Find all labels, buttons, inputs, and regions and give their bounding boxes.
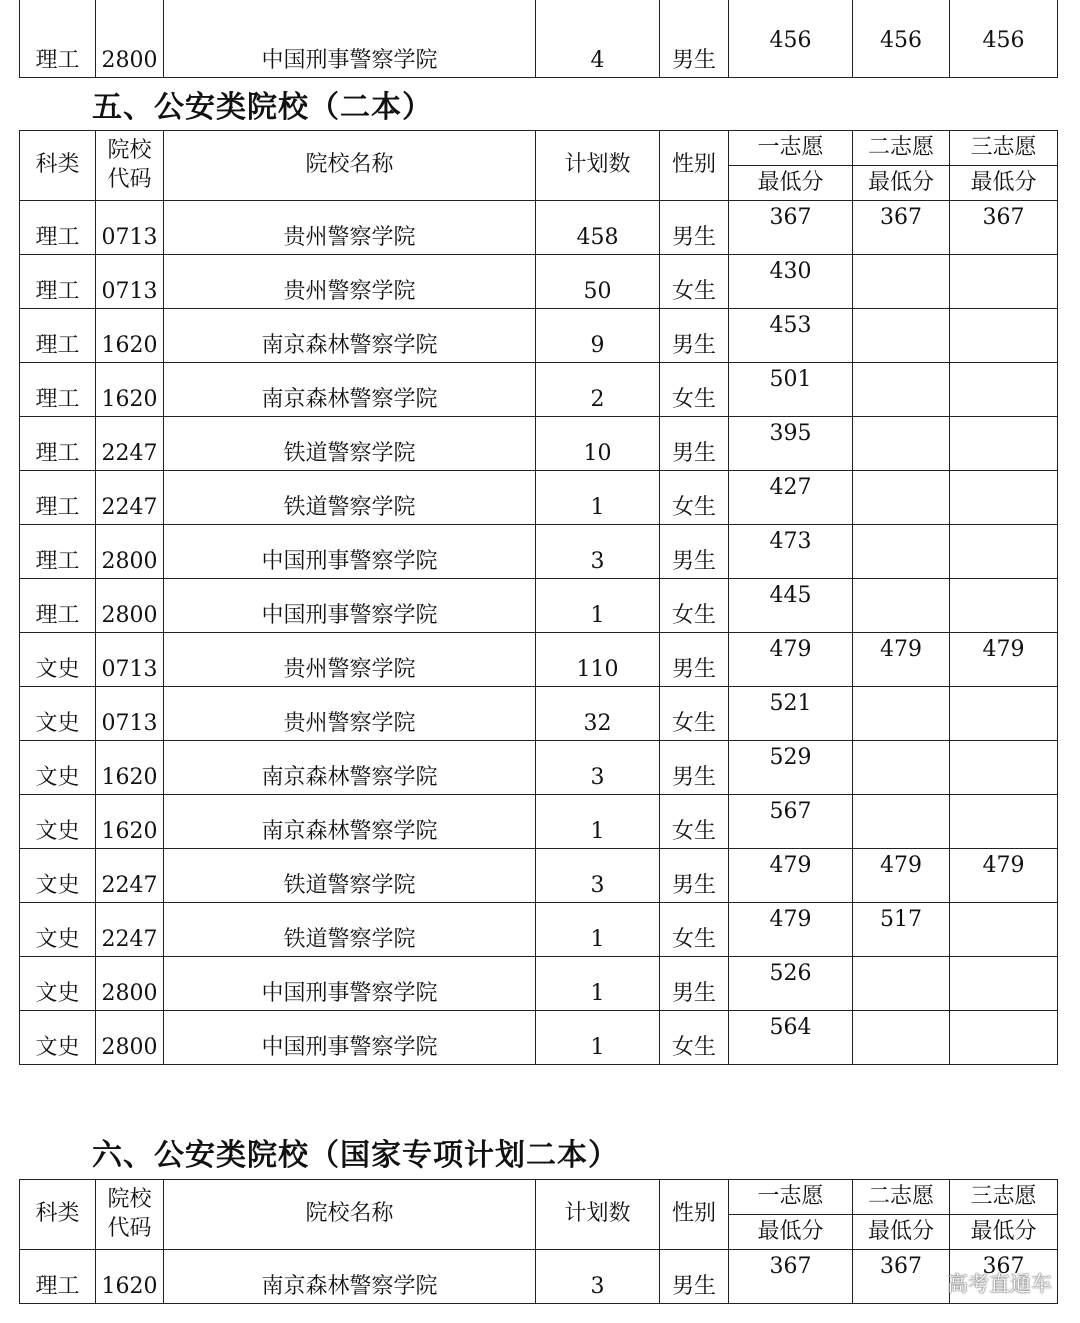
school-cell: 贵州警察学院 bbox=[164, 201, 536, 255]
score1-cell: 501 bbox=[729, 363, 853, 417]
header-choice1: 一志愿 bbox=[729, 1180, 853, 1215]
code-cell: 2247 bbox=[96, 417, 164, 471]
table-row bbox=[20, 795, 1058, 849]
gender-cell: 男生 bbox=[660, 417, 729, 471]
score1-cell: 564 bbox=[729, 1011, 853, 1065]
school-cell: 贵州警察学院 bbox=[164, 255, 536, 309]
table-row bbox=[20, 363, 1058, 417]
score2-cell bbox=[853, 687, 950, 741]
score3-cell: 456 bbox=[950, 0, 1058, 78]
school-cell: 铁道警察学院 bbox=[164, 849, 536, 903]
header-choice2: 二志愿 bbox=[853, 1180, 950, 1215]
score3-cell bbox=[950, 957, 1058, 1011]
score1-cell: 479 bbox=[729, 849, 853, 903]
gender-cell: 男生 bbox=[660, 741, 729, 795]
code-cell: 1620 bbox=[96, 795, 164, 849]
score1-cell: 367 bbox=[729, 1250, 853, 1304]
gender-cell: 男生 bbox=[660, 957, 729, 1011]
header-min-score: 最低分 bbox=[729, 1215, 853, 1250]
gender-cell: 女生 bbox=[660, 471, 729, 525]
header-category: 科类 bbox=[20, 1180, 96, 1250]
code-cell: 2247 bbox=[96, 471, 164, 525]
header-school: 院校名称 bbox=[164, 131, 536, 201]
plan-cell: 1 bbox=[536, 795, 660, 849]
table-row bbox=[20, 309, 1058, 363]
score3-cell: 367 bbox=[950, 1250, 1058, 1304]
school-cell: 南京森林警察学院 bbox=[164, 741, 536, 795]
score2-cell bbox=[853, 255, 950, 309]
table-row bbox=[20, 633, 1058, 687]
school-cell: 中国刑事警察学院 bbox=[164, 525, 536, 579]
score3-cell: 479 bbox=[950, 849, 1058, 903]
header-code-line2: 代码 bbox=[107, 1215, 152, 1241]
watermark: 高考直通车 bbox=[947, 1272, 1052, 1296]
header-min-score: 最低分 bbox=[950, 166, 1058, 201]
school-cell: 南京森林警察学院 bbox=[164, 1250, 536, 1304]
score2-cell bbox=[853, 363, 950, 417]
header-school: 院校名称 bbox=[164, 1180, 536, 1250]
score1-cell: 430 bbox=[729, 255, 853, 309]
gender-cell: 女生 bbox=[660, 579, 729, 633]
plan-cell: 3 bbox=[536, 525, 660, 579]
plan-cell: 32 bbox=[536, 687, 660, 741]
category-cell: 文史 bbox=[20, 849, 96, 903]
code-cell: 0713 bbox=[96, 255, 164, 309]
header-code-line1: 院校 bbox=[107, 1186, 152, 1212]
table-row bbox=[20, 417, 1058, 471]
code-cell: 1620 bbox=[96, 1250, 164, 1304]
score3-cell bbox=[950, 687, 1058, 741]
header-min-score: 最低分 bbox=[853, 166, 950, 201]
category-cell: 理工 bbox=[20, 471, 96, 525]
score1-cell: 453 bbox=[729, 309, 853, 363]
category-cell: 理工 bbox=[20, 309, 96, 363]
code-cell: 0713 bbox=[96, 201, 164, 255]
school-cell: 铁道警察学院 bbox=[164, 903, 536, 957]
score2-cell: 479 bbox=[853, 633, 950, 687]
plan-cell: 1 bbox=[536, 957, 660, 1011]
plan-cell: 458 bbox=[536, 201, 660, 255]
code-cell: 2800 bbox=[96, 0, 164, 78]
header-code bbox=[96, 1180, 164, 1250]
table-row bbox=[20, 579, 1058, 633]
score1-cell: 367 bbox=[729, 201, 853, 255]
gender-cell: 女生 bbox=[660, 1011, 729, 1065]
section6-title: 六、公安类院校（国家专项计划二本） bbox=[92, 1138, 619, 1173]
code-cell: 2247 bbox=[96, 849, 164, 903]
gender-cell: 男生 bbox=[660, 849, 729, 903]
plan-cell: 110 bbox=[536, 633, 660, 687]
plan-cell: 9 bbox=[536, 309, 660, 363]
gender-cell: 男生 bbox=[660, 633, 729, 687]
header-code-line2: 代码 bbox=[107, 166, 152, 192]
header-row bbox=[20, 131, 1058, 166]
plan-cell: 1 bbox=[536, 471, 660, 525]
header-gender: 性别 bbox=[660, 131, 729, 201]
score2-cell bbox=[853, 579, 950, 633]
score1-cell: 473 bbox=[729, 525, 853, 579]
code-cell: 2800 bbox=[96, 1011, 164, 1065]
section6-body bbox=[20, 1250, 1058, 1304]
score2-cell: 517 bbox=[853, 903, 950, 957]
score3-cell: 479 bbox=[950, 633, 1058, 687]
table-row bbox=[20, 1011, 1058, 1065]
header-plan: 计划数 bbox=[536, 131, 660, 201]
score3-cell bbox=[950, 579, 1058, 633]
code-cell: 1620 bbox=[96, 741, 164, 795]
score2-cell bbox=[853, 525, 950, 579]
plan-cell: 1 bbox=[536, 903, 660, 957]
score2-cell bbox=[853, 741, 950, 795]
table-row bbox=[20, 1250, 1058, 1304]
score2-cell: 456 bbox=[853, 0, 950, 78]
code-cell: 1620 bbox=[96, 363, 164, 417]
header-row bbox=[20, 1180, 1058, 1215]
section5-body bbox=[20, 201, 1058, 1065]
header-min-score: 最低分 bbox=[950, 1215, 1058, 1250]
plan-cell: 10 bbox=[536, 417, 660, 471]
plan-cell: 4 bbox=[536, 0, 660, 78]
gender-cell: 女生 bbox=[660, 795, 729, 849]
plan-cell: 50 bbox=[536, 255, 660, 309]
code-cell: 0713 bbox=[96, 687, 164, 741]
category-cell: 文史 bbox=[20, 1011, 96, 1065]
header-min-score: 最低分 bbox=[729, 166, 853, 201]
header-choice2: 二志愿 bbox=[853, 131, 950, 166]
section6-table bbox=[19, 1179, 1058, 1304]
header-plan: 计划数 bbox=[536, 1180, 660, 1250]
gender-cell: 女生 bbox=[660, 903, 729, 957]
school-cell: 中国刑事警察学院 bbox=[164, 957, 536, 1011]
score3-cell bbox=[950, 255, 1058, 309]
category-cell: 理工 bbox=[20, 579, 96, 633]
score1-cell: 456 bbox=[729, 0, 853, 78]
plan-cell: 1 bbox=[536, 1011, 660, 1065]
code-cell: 0713 bbox=[96, 633, 164, 687]
category-cell: 文史 bbox=[20, 903, 96, 957]
table-row bbox=[20, 0, 1058, 78]
header-code bbox=[96, 131, 164, 201]
school-cell: 贵州警察学院 bbox=[164, 687, 536, 741]
table-row bbox=[20, 903, 1058, 957]
code-cell: 2800 bbox=[96, 957, 164, 1011]
table-row bbox=[20, 201, 1058, 255]
gender-cell: 女生 bbox=[660, 255, 729, 309]
school-cell: 中国刑事警察学院 bbox=[164, 579, 536, 633]
score3-cell bbox=[950, 309, 1058, 363]
score3-cell bbox=[950, 525, 1058, 579]
score2-cell bbox=[853, 795, 950, 849]
table-row bbox=[20, 525, 1058, 579]
category-cell: 理工 bbox=[20, 255, 96, 309]
code-cell: 2800 bbox=[96, 525, 164, 579]
category-cell: 理工 bbox=[20, 0, 96, 78]
gender-cell: 女生 bbox=[660, 687, 729, 741]
score2-cell bbox=[853, 1011, 950, 1065]
score1-cell: 395 bbox=[729, 417, 853, 471]
code-cell: 2247 bbox=[96, 903, 164, 957]
previous-section-table bbox=[19, 0, 1058, 78]
score3-cell: 367 bbox=[950, 201, 1058, 255]
school-cell: 铁道警察学院 bbox=[164, 417, 536, 471]
table-row bbox=[20, 471, 1058, 525]
school-cell: 贵州警察学院 bbox=[164, 633, 536, 687]
category-cell: 文史 bbox=[20, 687, 96, 741]
score1-cell: 529 bbox=[729, 741, 853, 795]
plan-cell: 1 bbox=[536, 579, 660, 633]
code-cell: 2800 bbox=[96, 579, 164, 633]
category-cell: 理工 bbox=[20, 525, 96, 579]
school-cell: 中国刑事警察学院 bbox=[164, 1011, 536, 1065]
gender-cell: 男生 bbox=[660, 309, 729, 363]
section5-title: 五、公安类院校（二本） bbox=[92, 90, 433, 125]
gender-cell: 男生 bbox=[660, 525, 729, 579]
school-cell: 南京森林警察学院 bbox=[164, 363, 536, 417]
score2-cell: 367 bbox=[853, 201, 950, 255]
school-cell: 中国刑事警察学院 bbox=[164, 0, 536, 78]
category-cell: 理工 bbox=[20, 201, 96, 255]
score1-cell: 427 bbox=[729, 471, 853, 525]
header-code-line1: 院校 bbox=[107, 137, 152, 163]
score2-cell bbox=[853, 417, 950, 471]
gender-cell: 男生 bbox=[660, 201, 729, 255]
score2-cell bbox=[853, 957, 950, 1011]
category-cell: 理工 bbox=[20, 363, 96, 417]
category-cell: 理工 bbox=[20, 417, 96, 471]
score1-cell: 445 bbox=[729, 579, 853, 633]
score3-cell bbox=[950, 903, 1058, 957]
category-cell: 文史 bbox=[20, 633, 96, 687]
score3-cell bbox=[950, 471, 1058, 525]
score1-cell: 479 bbox=[729, 633, 853, 687]
header-gender: 性别 bbox=[660, 1180, 729, 1250]
plan-cell: 3 bbox=[536, 1250, 660, 1304]
gender-cell: 女生 bbox=[660, 363, 729, 417]
code-cell: 1620 bbox=[96, 309, 164, 363]
table-row bbox=[20, 255, 1058, 309]
score3-cell bbox=[950, 795, 1058, 849]
score1-cell: 479 bbox=[729, 903, 853, 957]
category-cell: 理工 bbox=[20, 1250, 96, 1304]
school-cell: 南京森林警察学院 bbox=[164, 309, 536, 363]
score3-cell bbox=[950, 417, 1058, 471]
plan-cell: 3 bbox=[536, 741, 660, 795]
category-cell: 文史 bbox=[20, 795, 96, 849]
score1-cell: 526 bbox=[729, 957, 853, 1011]
score2-cell bbox=[853, 471, 950, 525]
header-choice3: 三志愿 bbox=[950, 131, 1058, 166]
score3-cell bbox=[950, 1011, 1058, 1065]
header-choice3: 三志愿 bbox=[950, 1180, 1058, 1215]
plan-cell: 3 bbox=[536, 849, 660, 903]
header-choice1: 一志愿 bbox=[729, 131, 853, 166]
school-cell: 南京森林警察学院 bbox=[164, 795, 536, 849]
school-cell: 铁道警察学院 bbox=[164, 471, 536, 525]
gender-cell: 男生 bbox=[660, 1250, 729, 1304]
table-row bbox=[20, 741, 1058, 795]
score2-cell: 367 bbox=[853, 1250, 950, 1304]
table-row bbox=[20, 957, 1058, 1011]
table-row bbox=[20, 849, 1058, 903]
plan-cell: 2 bbox=[536, 363, 660, 417]
score1-cell: 521 bbox=[729, 687, 853, 741]
gender-cell: 男生 bbox=[660, 0, 729, 78]
section5-table bbox=[19, 130, 1058, 1065]
score1-cell: 567 bbox=[729, 795, 853, 849]
category-cell: 文史 bbox=[20, 957, 96, 1011]
header-min-score: 最低分 bbox=[853, 1215, 950, 1250]
category-cell: 文史 bbox=[20, 741, 96, 795]
score3-cell bbox=[950, 363, 1058, 417]
score3-cell bbox=[950, 741, 1058, 795]
header-category: 科类 bbox=[20, 131, 96, 201]
score2-cell bbox=[853, 309, 950, 363]
table-row bbox=[20, 687, 1058, 741]
score2-cell: 479 bbox=[853, 849, 950, 903]
